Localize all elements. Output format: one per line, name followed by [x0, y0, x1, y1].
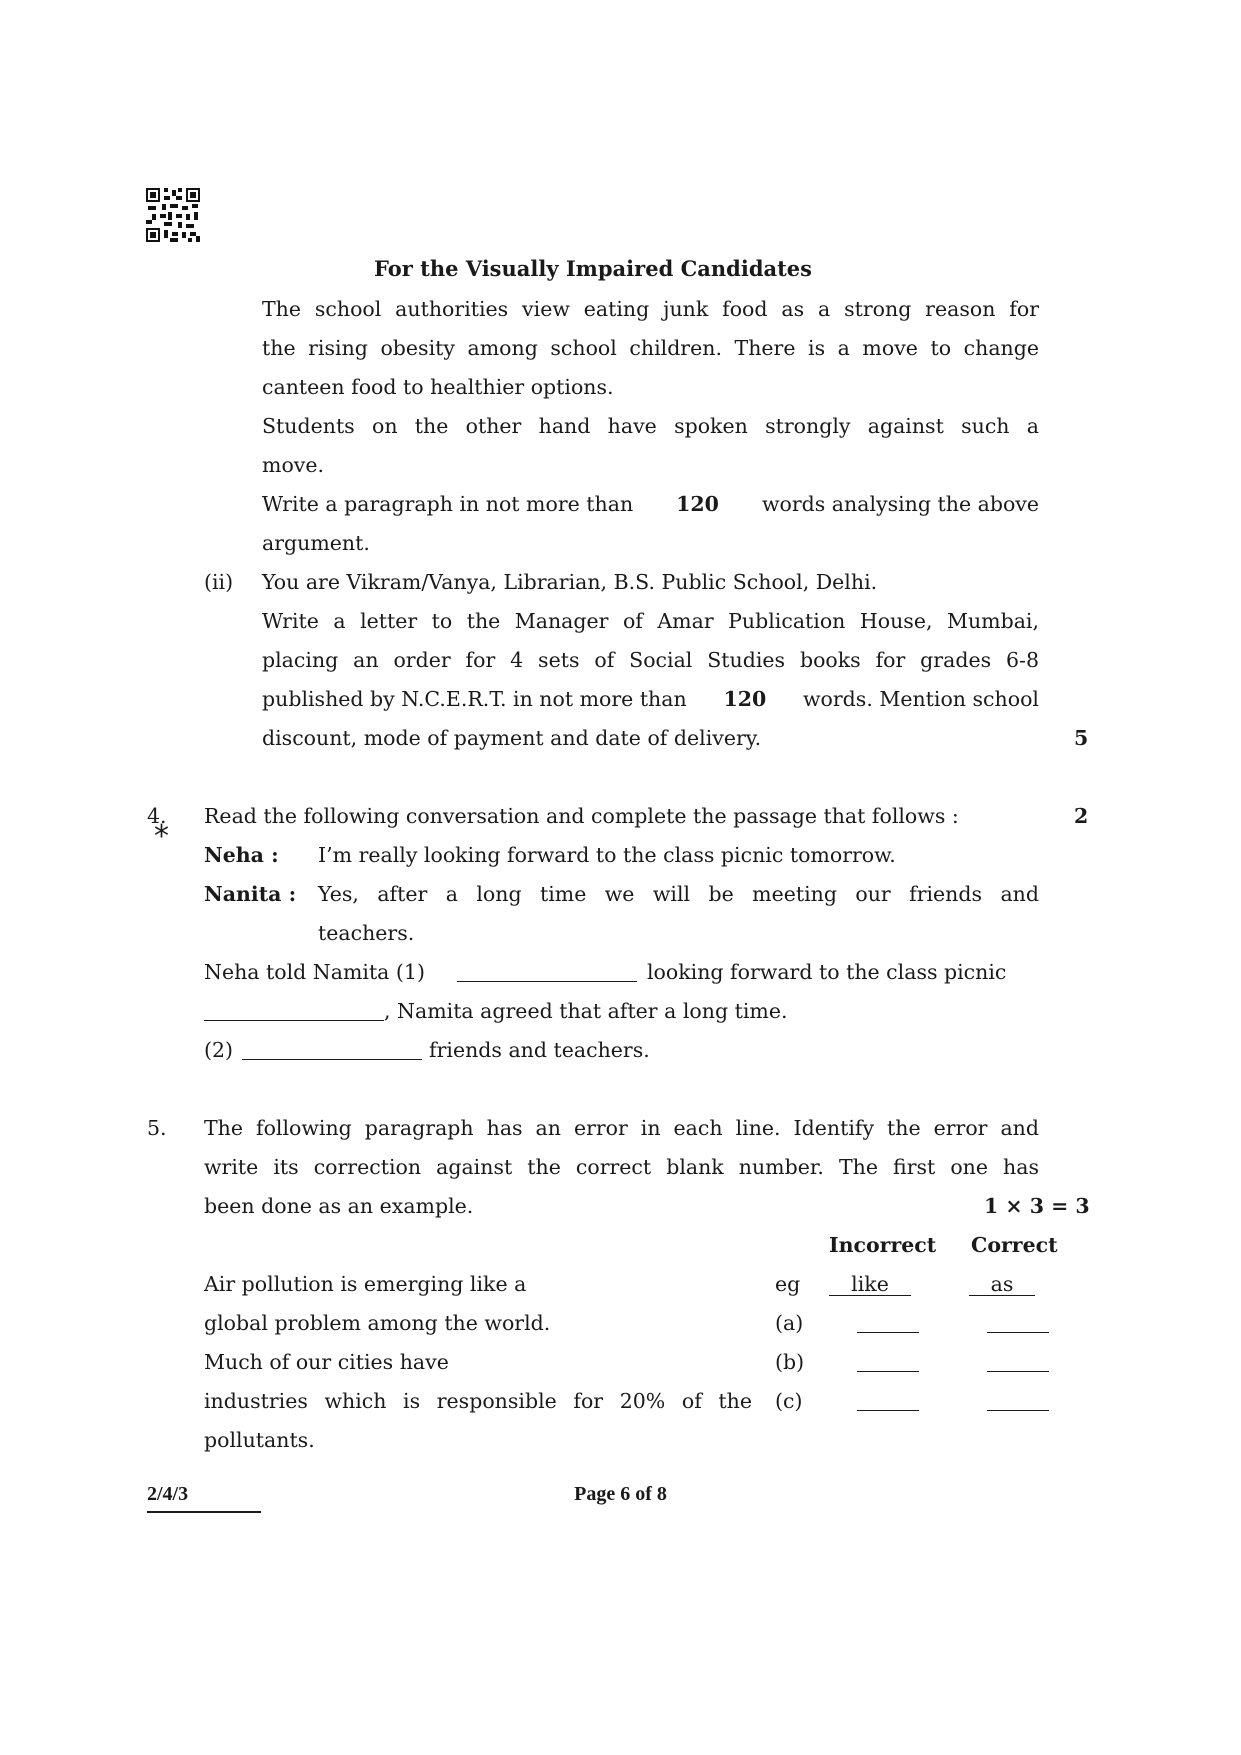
q3-p1-line: canteen food to healthier options.: [262, 375, 614, 399]
q4-marks: 2: [1074, 804, 1089, 828]
q3-p3-line1: [262, 491, 1039, 517]
q3-p3-line2: argument.: [262, 531, 370, 555]
q3-p1-line: the rising obesity among school children. There is a move to change: [262, 336, 1039, 360]
passage-text: looking forward to the class picnic: [647, 960, 1007, 984]
q5-row-text: industries which is responsible for 20% of the: [204, 1389, 752, 1413]
neha-dialogue: I’m really looking forward to the class picnic tomorrow.: [318, 843, 896, 867]
q5-number: 5.: [147, 1116, 167, 1140]
q5-row-text: global problem among the world.: [204, 1311, 551, 1335]
q5-row-label: (a): [775, 1311, 804, 1335]
q5-intro: been done as an example.: [204, 1194, 474, 1218]
q3-marks: 5: [1074, 726, 1089, 750]
nanita-dialogue: teachers.: [318, 921, 415, 945]
q5-row-text: Much of our cities have: [204, 1350, 449, 1374]
q5-last-line: pollutants.: [204, 1428, 315, 1452]
asterisk-mark: *: [154, 819, 169, 854]
answer-blank-correct[interactable]: [987, 1332, 1049, 1333]
q5-intro: The following paragraph has an error in each line. Identify the error and: [204, 1116, 1039, 1140]
example-correct: as: [990, 1272, 1014, 1296]
example-incorrect-underline: [829, 1295, 911, 1296]
example-incorrect: like: [851, 1272, 889, 1296]
q5-row-label: eg: [775, 1272, 801, 1296]
passage-label: (2): [204, 1038, 234, 1062]
q4-number: 4.: [147, 804, 167, 828]
passage-text: , Namita agreed that after a long time.: [384, 999, 788, 1023]
answer-blank-incorrect[interactable]: [857, 1332, 919, 1333]
paper-code-underline: [147, 1511, 261, 1513]
col-incorrect: Incorrect: [829, 1233, 937, 1257]
example-correct-underline: [969, 1295, 1035, 1296]
q3-p2-line: Students on the other hand have spoken strongly against such a: [262, 414, 1039, 438]
q3-ii-line: placing an order for 4 sets of Social Studies books for grades 6-8: [262, 648, 1039, 672]
q3-p1-line: The school authorities view eating junk food as a strong reason for: [262, 297, 1039, 321]
q3-ii-line4: [262, 686, 1039, 712]
section-heading: For the Visually Impaired Candidates: [373, 256, 812, 281]
blank-1[interactable]: [457, 981, 637, 982]
q5-intro: write its correction against the correct blank number. The first one has: [204, 1155, 1039, 1179]
answer-blank-correct[interactable]: [987, 1371, 1049, 1372]
word-limit: 120: [723, 687, 767, 711]
q5-marks: 1 × 3 = 3: [984, 1194, 1090, 1218]
q5-row-label: (b): [775, 1350, 805, 1374]
page-number: Page 6 of 8: [574, 1483, 667, 1505]
q5-row-label: (c): [775, 1389, 803, 1413]
nanita-dialogue: Yes, after a long time we will be meeting our friends and: [318, 882, 1039, 906]
q4-prompt: Read the following conversation and complete the passage that follows :: [204, 804, 959, 828]
q3-ii-line: You are Vikram/Vanya, Librarian, B.S. Public School, Delhi.: [262, 570, 878, 594]
q3-ii-line: Write a letter to the Manager of Amar Publication House, Mumbai,: [262, 609, 1039, 633]
q3-ii-label: (ii): [204, 570, 234, 594]
blank-1b[interactable]: [204, 1020, 384, 1021]
word-limit: 120: [676, 492, 719, 516]
qr-code: [146, 188, 200, 242]
blank-2[interactable]: [242, 1059, 422, 1060]
answer-blank-correct[interactable]: [987, 1410, 1049, 1411]
text-run: Write a paragraph in not more than: [262, 492, 634, 516]
q3-p2-line: move.: [262, 453, 325, 477]
text-run: published by N.C.E.R.T. in not more than: [262, 687, 687, 711]
passage-text: friends and teachers.: [429, 1038, 650, 1062]
answer-blank-incorrect[interactable]: [857, 1371, 919, 1372]
q5-row-text: Air pollution is emerging like a: [204, 1272, 527, 1296]
answer-blank-incorrect[interactable]: [857, 1410, 919, 1411]
speaker-neha: Neha :: [204, 843, 279, 867]
text-run: words. Mention school: [802, 687, 1039, 711]
paper-code: 2/4/3: [147, 1483, 189, 1505]
passage-text: Neha told Namita (1): [204, 960, 425, 984]
col-correct: Correct: [971, 1233, 1058, 1257]
q3-ii-line: discount, mode of payment and date of delivery.: [262, 726, 762, 750]
text-run: words analysing the above: [761, 492, 1039, 516]
speaker-nanita: Nanita :: [204, 882, 297, 906]
